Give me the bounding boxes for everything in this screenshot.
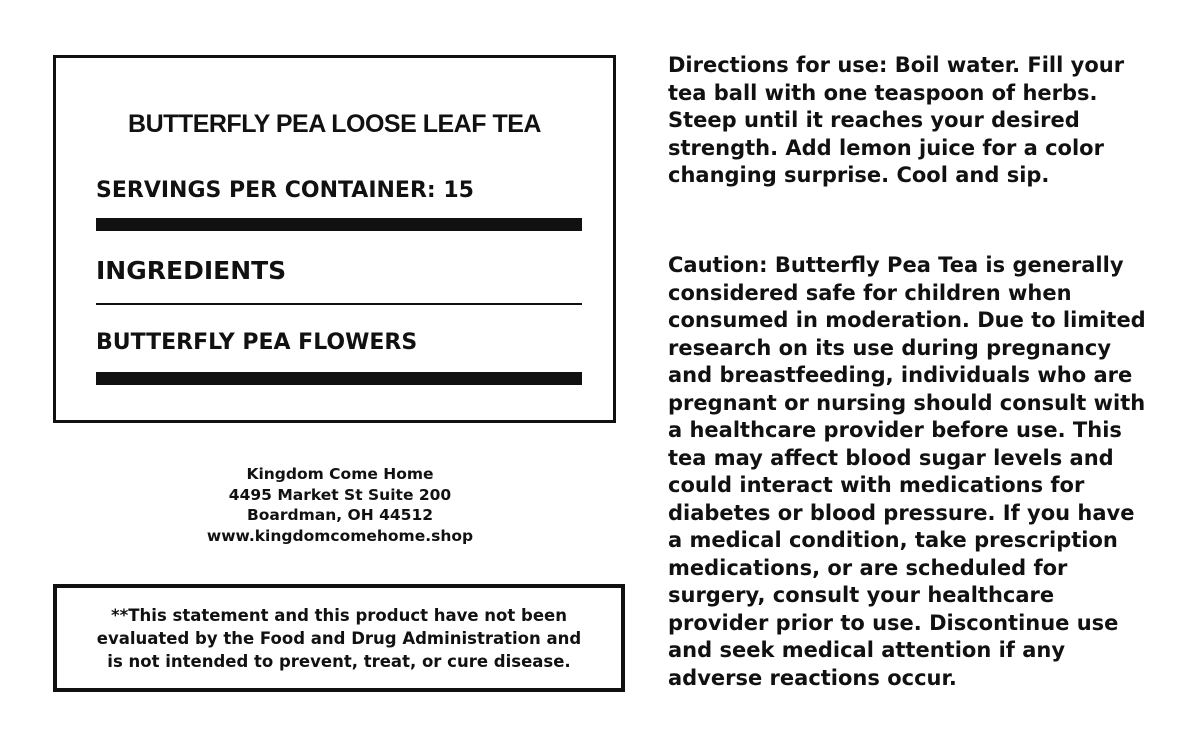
- product-title: BUTTERFLY PEA LOOSE LEAF TEA: [128, 110, 541, 138]
- caution-line: could interact with medications for: [668, 473, 1085, 497]
- caution-line: pregnant or nursing should consult with: [668, 390, 1146, 415]
- caution-line: provider prior to use. Discontinue use: [668, 610, 1119, 635]
- caution-line: and seek medical attention if any: [668, 638, 1066, 662]
- directions-line: Directions for use: Boil water. Fill your: [668, 53, 1125, 77]
- supplement-facts-box: [53, 55, 616, 423]
- company-name: Kingdom Come Home: [246, 465, 434, 483]
- caution-statement: [668, 252, 1158, 692]
- company-address: [190, 464, 490, 546]
- thick-divider-bottom: [96, 372, 582, 385]
- website: www.kingdomcomehome.shop: [206, 526, 474, 545]
- caution-line: surgery, consult your healthcare: [668, 583, 1055, 607]
- caution-line: medications, or are scheduled for: [668, 555, 1068, 580]
- directions-for-use: [668, 52, 1158, 190]
- directions-line: strength. Add lemon juice for a color: [668, 135, 1104, 160]
- street-address: 4495 Market St Suite 200: [228, 485, 452, 504]
- caution-line: a medical condition, take prescription: [668, 528, 1118, 552]
- caution-line: Caution: Butterfly Pea Tea is generally: [668, 253, 1124, 277]
- fda-line: is not intended to prevent, treat, or cure disease.: [107, 651, 571, 671]
- thick-divider-top: [96, 218, 582, 231]
- thin-divider: [96, 303, 582, 305]
- caution-line: considered safe for children when: [668, 280, 1072, 305]
- fda-disclaimer-box: [53, 584, 625, 692]
- caution-line: research on its use during pregnancy: [668, 335, 1112, 360]
- directions-line: Steep until it reaches your desired: [668, 108, 1080, 132]
- directions-line: tea ball with one teaspoon of herbs.: [668, 80, 1098, 105]
- fda-disclaimer-text: [69, 604, 609, 673]
- caution-line: a healthcare provider before use. This: [668, 418, 1122, 442]
- caution-line: tea may affect blood sugar levels and: [668, 445, 1114, 470]
- caution-line: adverse reactions occur.: [668, 665, 957, 690]
- servings-per-container: SERVINGS PER CONTAINER: 15: [96, 178, 474, 203]
- caution-line: consumed in moderation. Due to limited: [668, 308, 1146, 332]
- city-state-zip: Boardman, OH 44512: [246, 506, 434, 524]
- caution-line: and breastfeeding, individuals who are: [668, 363, 1133, 387]
- caution-line: diabetes or blood pressure. If you have: [668, 500, 1135, 525]
- ingredients-heading: INGREDIENTS: [96, 256, 287, 285]
- fda-line: **This statement and this product have not been: [111, 605, 567, 625]
- fda-line: evaluated by the Food and Drug Administration and: [96, 628, 582, 648]
- directions-line: changing surprise. Cool and sip.: [668, 163, 1050, 187]
- ingredients-list: BUTTERFLY PEA FLOWERS: [96, 330, 418, 355]
